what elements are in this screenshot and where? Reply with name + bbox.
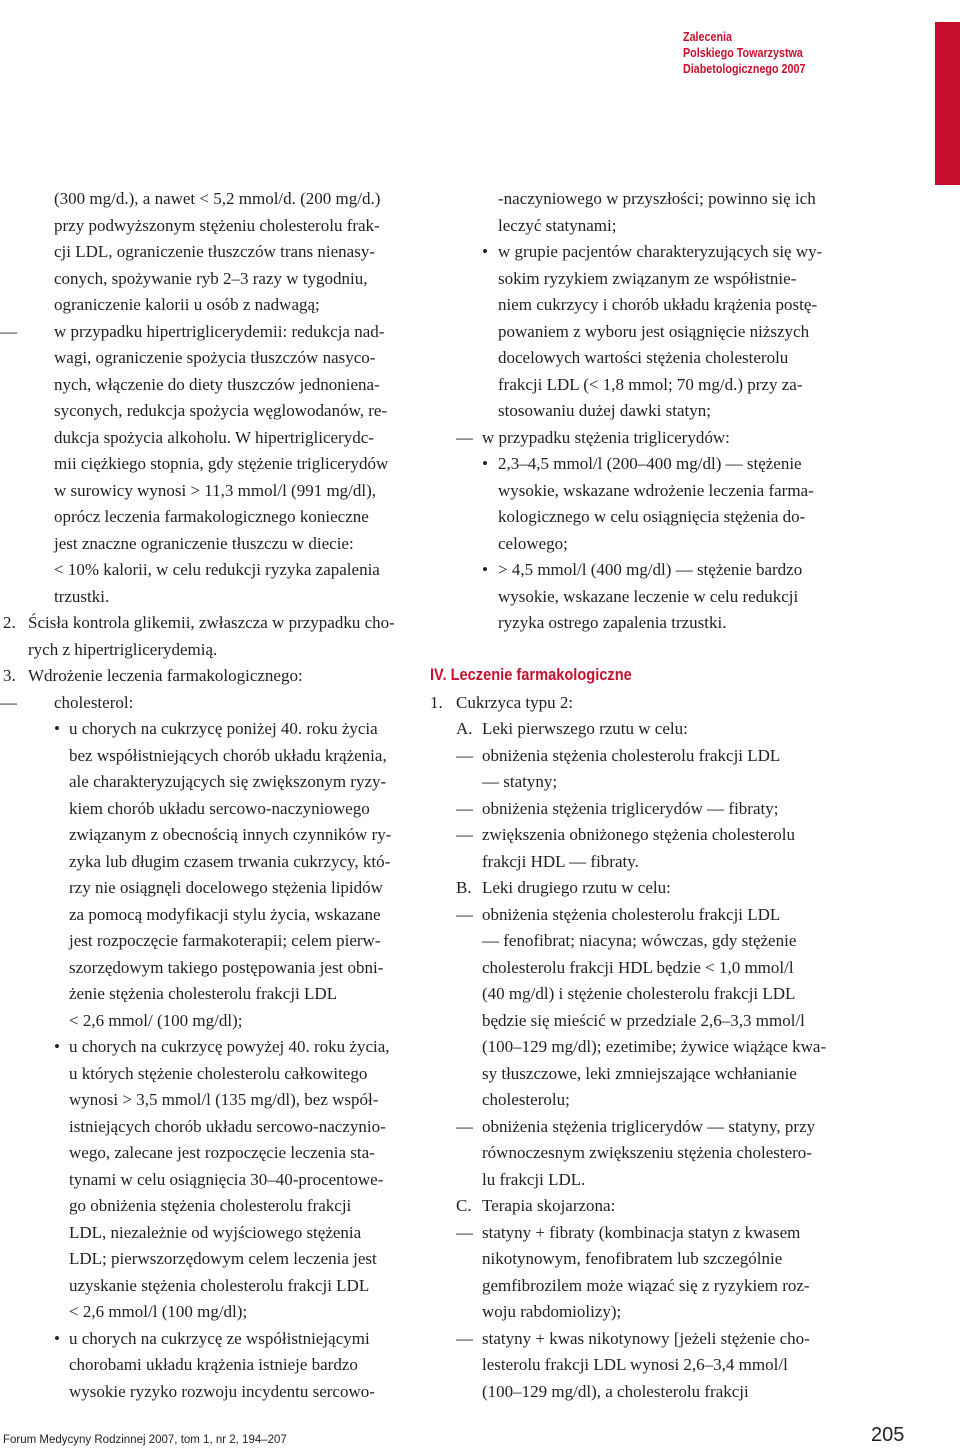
text-line: Wdrożenie leczenia farmakologicznego: [28,666,303,685]
text-line: uzyskanie stężenia cholesterolu frakcji LDL [69,1275,370,1295]
bullet-marker: • [54,1328,60,1348]
text-line: rych z hipertriglicerydemią. [28,639,218,659]
text-line: cholesterol: [54,692,134,712]
text-line: stosowaniu dużej dawki statyn; [498,401,711,420]
dash-marker: — [456,1328,473,1348]
text-line: 2,3–4,5 mmol/l (200–400 mg/dl) — stężenie [498,454,802,473]
text-line: statyny + fibraty (kombinacja statyn z kwasem [482,1222,801,1242]
list-number: 3. [3,666,16,685]
text-line: lu frakcji LDL. [482,1169,586,1189]
text-line: woju rabdomiolizy); [482,1302,622,1321]
text-line: ryzyka ostrego zapalenia trzustki. [498,613,727,632]
text-line: obniżenia stężenia triglicerydów — fibraty; [482,798,779,818]
dash-marker: — [456,1222,473,1242]
text-line: przy podwyższonym stężeniu cholesterolu frak- [54,215,380,235]
text-line: gemfibrozilem może wiązać się z ryzykiem roz- [482,1275,810,1295]
text-line: statyny + kwas nikotynowy [jeżeli stężenie cho- [482,1328,810,1348]
bullet-marker: • [482,242,488,261]
text-line: lesterolu frakcji LDL wynosi 2,6–3,4 mmol/l [482,1355,788,1374]
text-line: mii ciężkiego stopnia, gdy stężenie triglicerydów [54,454,389,473]
text-line: będzie się mieścić w przedziale 2,6–3,3 mmol/l [482,1010,805,1030]
text-line: istniejących chorób układu sercowo-naczynio- [69,1116,386,1136]
text-line: -naczyniowego w przyszłości; powinno się ich [498,189,816,208]
text-line: tynami w celu osiągnięcia 30–40-procentowe- [69,1169,384,1189]
list-letter: B. [456,878,472,897]
text-line: w przypadku hipertriglicerydemii: redukcja nad- [54,321,385,341]
text-line: — statyny; [482,772,558,791]
text-line: syconych, redukcja spożycia węglowodanów, re- [54,401,388,420]
page-number: 205 [871,1424,905,1446]
text-line: wynosi > 3,5 mmol/l (135 mg/dl), bez współ- [69,1090,379,1109]
text-line: Leki drugiego rzutu w celu: [482,878,671,897]
text-line: sy tłuszczowe, leki zmniejszające wchłanianie [482,1063,797,1083]
text-line: chorobami układu krążenia istnieje bardzo [69,1355,358,1374]
text-line: zwiększenia obniżonego stężenia cholesterolu [482,825,795,844]
text-line: < 2,6 mmol/l (100 mg/dl); [69,1302,248,1321]
journal-footer: Forum Medycyny Rodzinnej 2007, tom 1, nr 2, 194–207 [3,1434,287,1446]
red-tab-marker [935,22,960,185]
text-line: zyka lub długim czasem trwania cukrzycy, któ- [69,851,391,871]
dash-marker: — [456,745,473,765]
text-line: u których stężenie cholesterolu całkowitego [69,1063,368,1083]
text-line: jest znaczne ograniczenie tłuszczu w diecie: [54,533,354,553]
text-line: ale charakteryzujących się zwiększonym ryzy- [69,772,387,791]
list-number: 1. [430,692,443,712]
text-line: obniżenia stężenia cholesterolu frakcji LDL [482,745,781,765]
text-line: celowego; [498,533,568,553]
text-line: u chorych na cukrzycę ze współistniejącymi [69,1328,370,1348]
text-line: conych, spożywanie ryb 2–3 razy w tygodniu, [54,268,368,288]
dash-marker: — [456,825,473,844]
text-line: obniżenia stężenia triglicerydów — statyny, przy [482,1116,816,1136]
text-line: (300 mg/d.), a nawet < 5,2 mmol/d. (200 mg/d.) [54,189,381,208]
list-number: 2. [3,613,16,632]
text-line: wysokie, wskazane leczenie w celu redukcji [498,586,799,606]
text-line: Ścisła kontrola glikemii, zwłaszcza w przypadku cho- [28,613,395,632]
dash-marker: — [456,427,473,447]
text-line: sokim ryzykiem związanym ze współistnie- [498,268,797,288]
list-letter: A. [456,719,473,738]
text-line: nikotynowym, fenofibratem lub szczególnie [482,1249,783,1268]
text-line: (100–129 mg/dl), a cholesterolu frakcji [482,1381,749,1401]
text-line: (100–129 mg/dl); ezetimibe; żywice wiążące kwa- [482,1037,827,1056]
text-line: frakcji HDL — fibraty. [482,851,639,871]
dash-marker: — [456,1116,473,1136]
dash-marker: — [456,904,473,924]
text-line: > 4,5 mmol/l (400 mg/dl) — stężenie bardzo [498,560,803,579]
header-line-3: Diabetologicznego 2007 [683,62,806,76]
text-line: u chorych na cukrzycę poniżej 40. roku życia [69,719,378,738]
text-line: LDL; pierwszorzędowym celem leczenia jest [69,1249,377,1268]
text-line: równoczesnym zwiększeniu stężenia cholestero- [482,1143,812,1162]
text-line: ograniczenie kalorii u osób z nadwagą; [54,295,320,314]
text-line: leczyć statynami; [498,215,617,235]
text-line: powaniem z wyboru jest osiągnięcie niższych [498,321,810,341]
text-line: za pomocą modyfikacji stylu życia, wskazane [69,904,381,924]
text-line: w przypadku stężenia triglicerydów: [482,427,730,447]
text-line: w surowicy wynosi > 11,3 mmol/l (991 mg/dl), [54,480,377,500]
text-line: wysokie ryzyko rozwoju incydentu sercowo- [69,1381,375,1401]
text-line: frakcji LDL (< 1,8 mmol; 70 mg/d.) przy za- [498,374,803,394]
bullet-marker: • [482,560,488,579]
dash-marker: — [456,798,473,818]
text-line: u chorych na cukrzycę powyżej 40. roku życia, [69,1037,390,1056]
text-line: kiem chorób układu sercowo-naczyniowego [69,798,370,818]
text-line: wego, zalecane jest rozpoczęcie leczenia sta- [69,1143,375,1162]
list-letter: C. [456,1196,472,1215]
text-line: dukcja spożycia alkoholu. W hipertriglicerydc- [54,427,374,447]
text-line: < 2,6 mmol/ (100 mg/dl); [69,1010,243,1030]
text-line: żenie stężenia cholesterolu frakcji LDL [69,984,338,1003]
text-line: w grupie pacjentów charakteryzujących się wy- [498,242,823,261]
text-line: docelowych wartości stężenia cholesterolu [498,348,789,367]
bullet-marker: • [54,719,60,738]
text-line: trzustki. [54,586,110,606]
text-line: wagi, ograniczenie spożycia tłuszczów nasyco- [54,348,376,367]
dash-marker: — [0,321,17,341]
text-line: — fenofibrat; niacyna; wówczas, gdy stężenie [482,931,797,950]
text-line: bez współistniejących chorób układu krążenia, [69,745,387,765]
text-line: go obniżenia stężenia cholesterolu frakcji [69,1196,352,1215]
text-line: cji LDL, ograniczenie tłuszczów trans nienasy- [54,242,375,261]
running-header [683,29,855,77]
text-line: kologicznego w celu osiągnięcia stężenia do- [498,507,806,526]
dash-marker: — [0,692,17,712]
text-line: Leki pierwszego rzutu w celu: [482,719,688,738]
text-line: szorzędowym takiego postępowania jest obni- [69,957,384,977]
bullet-marker: • [54,1037,60,1056]
text-line: Cukrzyca typu 2: [456,692,574,712]
header-line-2: Polskiego Towarzystwa [683,46,803,60]
text-line: cholesterolu frakcji HDL będzie < 1,0 mmol/l [482,957,794,977]
text-line: < 10% kalorii, w celu redukcji ryzyka zapalenia [54,560,380,579]
text-line: jest rozpoczęcie farmakoterapii; celem pierw- [69,931,381,950]
text-line: cholesterolu; [482,1090,570,1109]
text-line: nych, włączenie do diety tłuszczów jednoniena- [54,374,380,394]
text-line: oprócz leczenia farmakologicznego konieczne [54,507,369,526]
text-line: rzy nie osiągnęli docelowego stężenia lipidów [69,878,383,897]
text-line: wysokie, wskazane wdrożenie leczenia farma- [498,480,814,500]
text-line: niem cukrzycy i chorób układu krążenia postę- [498,295,818,314]
header-line-1: Zalecenia [683,30,733,44]
text-line: obniżenia stężenia cholesterolu frakcji LDL [482,904,781,924]
bullet-marker: • [482,454,488,473]
section-heading: IV. Leczenie farmakologiczne [430,665,632,684]
text-line: związanym z obecnością innych czynników ry- [69,825,392,844]
text-line: LDL, niezależnie od wyjściowego stężenia [69,1222,362,1242]
text-line: (40 mg/dl) i stężenie cholesterolu frakcji LDL [482,984,796,1003]
text-line: Terapia skojarzona: [482,1196,616,1215]
